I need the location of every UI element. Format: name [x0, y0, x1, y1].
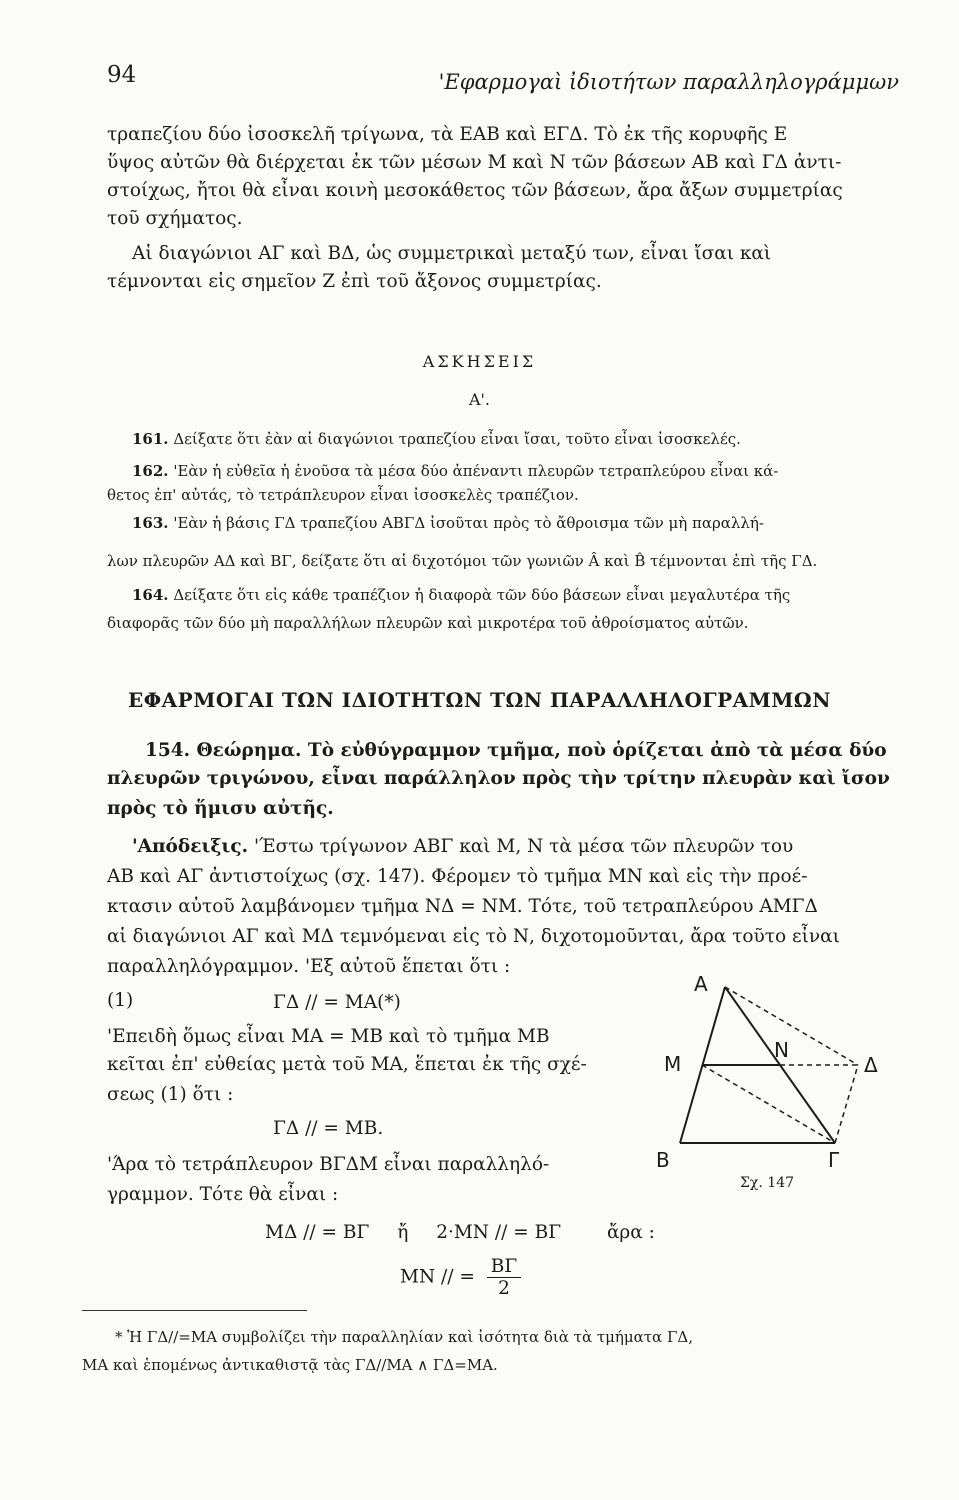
exercise-number: 162. — [132, 462, 169, 480]
fraction-denominator: 2 — [498, 1278, 510, 1299]
exercise-text: Δείξατε ὅτι εἰς κάθε τραπέζιον ἡ διαφορὰ τῶν δύο βάσεων εἶναι μεγαλυτέρα τῆς — [173, 586, 791, 604]
proof-label: 'Απόδειξις. — [132, 836, 249, 857]
equation-1: ΓΔ // = ΜΑ(*) — [273, 992, 401, 1013]
exercise-number: 161. — [132, 430, 169, 448]
proof-text: 'Έστω τρίγωνον ΑΒΓ καὶ Μ, Ν τὰ μέσα τῶν πλευρῶν του — [253, 836, 794, 857]
exercise-text: διαφορᾶς τῶν δύο μὴ παραλλήλων πλευρῶν καὶ μικροτέρα τοῦ ἀθροίσματος αὐτῶν. — [107, 614, 749, 632]
proof-text: 'Επειδὴ ὅμως εἶναι ΜΑ = ΜΒ καὶ τὸ τμῆμα ΜΒ — [107, 1026, 550, 1047]
exercise-item — [132, 586, 790, 604]
intro-line: τραπεζίου δύο ἰσοσκελῆ τρίγωνα, τὰ ΕΑΒ καὶ ΕΓΔ. Τὸ ἐκ τῆς κορυφῆς Ε — [107, 124, 788, 145]
equation-4-left: ΜΝ // = — [400, 1266, 475, 1288]
segment-ad — [725, 987, 858, 1065]
intro-line: ὕψος αὐτῶν θὰ διέρχεται ἐκ τῶν μέσων Μ καὶ Ν τῶν βάσεων ΑΒ καὶ ΓΔ ἀντι- — [107, 152, 842, 173]
intro-line: τοῦ σχήματος. — [107, 208, 243, 229]
exercise-text: 'Εὰν ἡ βάσις ΓΔ τραπεζίου ΑΒΓΔ ἰσοῦται πρὸς τὸ ἄθροισμα τῶν μὴ παραλλή- — [173, 514, 764, 532]
equation-3-right: 2·ΜΝ // = ΒΓ — [436, 1222, 562, 1243]
label-b: Β — [656, 1148, 670, 1172]
theorem-label: Θεώρημα. — [196, 740, 302, 761]
theorem-text: πλευρῶν τριγώνου, εἶναι παράλληλον πρὸς τὴν τρίτην πλευρὰν καὶ ἴσον — [107, 768, 890, 789]
theorem-text: Τὸ εὐθύγραμμον τμῆμα, ποὺ ὁρίζεται ἀπὸ τὰ μέσα δύο — [307, 740, 887, 761]
equation-3-tail: ἄρα : — [606, 1222, 655, 1243]
proof-text: αἱ διαγώνιοι ΑΓ καὶ ΜΔ τεμνόμεναι εἰς τὸ Ν, διχοτομοῦνται, ἄρα τοῦτο εἶναι — [107, 926, 840, 947]
proof-text: κτασιν αὐτοῦ λαμβάνομεν τμῆμα ΝΔ = ΝΜ. Τότε, τοῦ τετραπλεύρου ΑΜΓΔ — [107, 896, 818, 917]
exercise-number: 163. — [132, 514, 169, 532]
exercises-title: ΑΣΚΗΣΕΙΣ — [422, 352, 537, 371]
theorem-number: 154. — [145, 740, 191, 761]
theorem-first-line — [145, 740, 887, 761]
label-m: Μ — [664, 1052, 682, 1076]
proof-text: σεως (1) ὅτι : — [107, 1084, 234, 1105]
proof-text: παραλληλόγραμμον. 'Εξ αὐτοῦ ἕπεται ὅτι : — [107, 956, 511, 977]
label-d: Δ — [864, 1053, 878, 1077]
proof-text: γραμμον. Τότε θὰ εἶναι : — [107, 1184, 339, 1205]
proof-text: 'Άρα τὸ τετράπλευρον ΒΓΔΜ εἶναι παραλληλό- — [107, 1154, 550, 1175]
intro-line: στοίχως, ἤτοι θὰ εἶναι κοινὴ μεσοκάθετος τῶν βάσεων, ἄρα ἄξων συμμετρίας — [107, 180, 843, 201]
page-number: 94 — [107, 62, 137, 88]
footnote-text: * Ἡ ΓΔ//=ΜΑ συμβολίζει τὴν παραλληλίαν καὶ ἰσότητα διὰ τὰ τμήματα ΓΔ, — [115, 1328, 693, 1346]
proof-text: ΑΒ καὶ ΑΓ ἀντιστοίχως (σχ. 147). Φέρομεν τὸ τμῆμα ΜΝ καὶ εἰς τὴν προέ- — [107, 866, 808, 887]
exercises-subtitle: Α'. — [468, 390, 491, 409]
exercise-text: 'Εὰν ἡ εὐθεῖα ἡ ἑνοῦσα τὰ μέσα δύο ἀπέναντι πλευρῶν τετραπλεύρου εἶναι κά- — [173, 462, 779, 480]
exercise-text: Δείξατε ὅτι ἐὰν αἱ διαγώνιοι τραπεζίου εἶναι ἴσαι, τοῦτο εἶναι ἰσοσκελές. — [173, 430, 741, 448]
exercise-text: λων πλευρῶν ΑΔ καὶ ΒΓ, δείξατε ὅτι αἱ διχοτόμοι τῶν γωνιῶν Â καὶ B̂ τέμνονται ἐπὶ τῆς ΓΔ. — [107, 552, 818, 570]
figure-caption: Σχ. 147 — [740, 1175, 795, 1191]
equation-3 — [265, 1222, 655, 1243]
footnote-text: ΜΑ καὶ ἑπομένως ἀντικαθιστᾷ τὰς ΓΔ//ΜΑ ∧ ΓΔ=ΜΑ. — [82, 1356, 498, 1374]
equation-4-fraction — [487, 1256, 521, 1299]
exercise-item — [132, 514, 764, 532]
figure-147 — [650, 975, 890, 1195]
exercise-item — [132, 430, 741, 448]
segment-gd — [835, 1065, 858, 1143]
proof-first-line — [132, 836, 793, 857]
footnote-rule — [82, 1310, 307, 1311]
exercise-item — [132, 462, 778, 480]
theorem-text: πρὸς τὸ ἥμισυ αὐτῆς. — [107, 798, 334, 819]
equation-3-or: ἤ — [397, 1222, 409, 1243]
label-g: Γ — [828, 1148, 840, 1172]
intro-line: Αἱ διαγώνιοι ΑΓ καὶ ΒΔ, ὡς συμμετρικαὶ μεταξύ των, εἶναι ἴσαι καὶ — [132, 243, 772, 264]
fraction-numerator: ΒΓ — [487, 1256, 521, 1278]
label-a: Α — [694, 975, 708, 996]
equation-4 — [400, 1256, 521, 1299]
equation-label: (1) — [107, 990, 134, 1011]
segment-md-bg — [702, 1065, 835, 1143]
intro-line: τέμνονται εἰς σημεῖον Ζ ἐπὶ τοῦ ἄξονος συμμετρίας. — [107, 271, 602, 292]
section-heading: ΕΦΑΡΜΟΓΑΙ ΤΩΝ ΙΔΙΟΤΗΤΩΝ ΤΩΝ ΠΑΡΑΛΛΗΛΟΓΡΑΜΜΩΝ — [128, 688, 831, 712]
exercise-number: 164. — [132, 586, 169, 604]
label-n: Ν — [774, 1038, 789, 1062]
equation-2: ΓΔ // = ΜΒ. — [273, 1118, 384, 1139]
exercise-text: θετος ἐπ' αὐτάς, τὸ τετράπλευρον εἶναι ἰσοσκελὲς τραπέζιον. — [107, 486, 579, 504]
equation-3-left: ΜΔ // = ΒΓ — [265, 1222, 370, 1243]
running-title: 'Εφαρμογαὶ ἰδιοτήτων παραλληλογράμμων — [438, 70, 899, 94]
proof-text: κεῖται ἐπ' εὐθείας μετὰ τοῦ ΜΑ, ἕπεται ἐκ τῆς σχέ- — [107, 1054, 587, 1075]
